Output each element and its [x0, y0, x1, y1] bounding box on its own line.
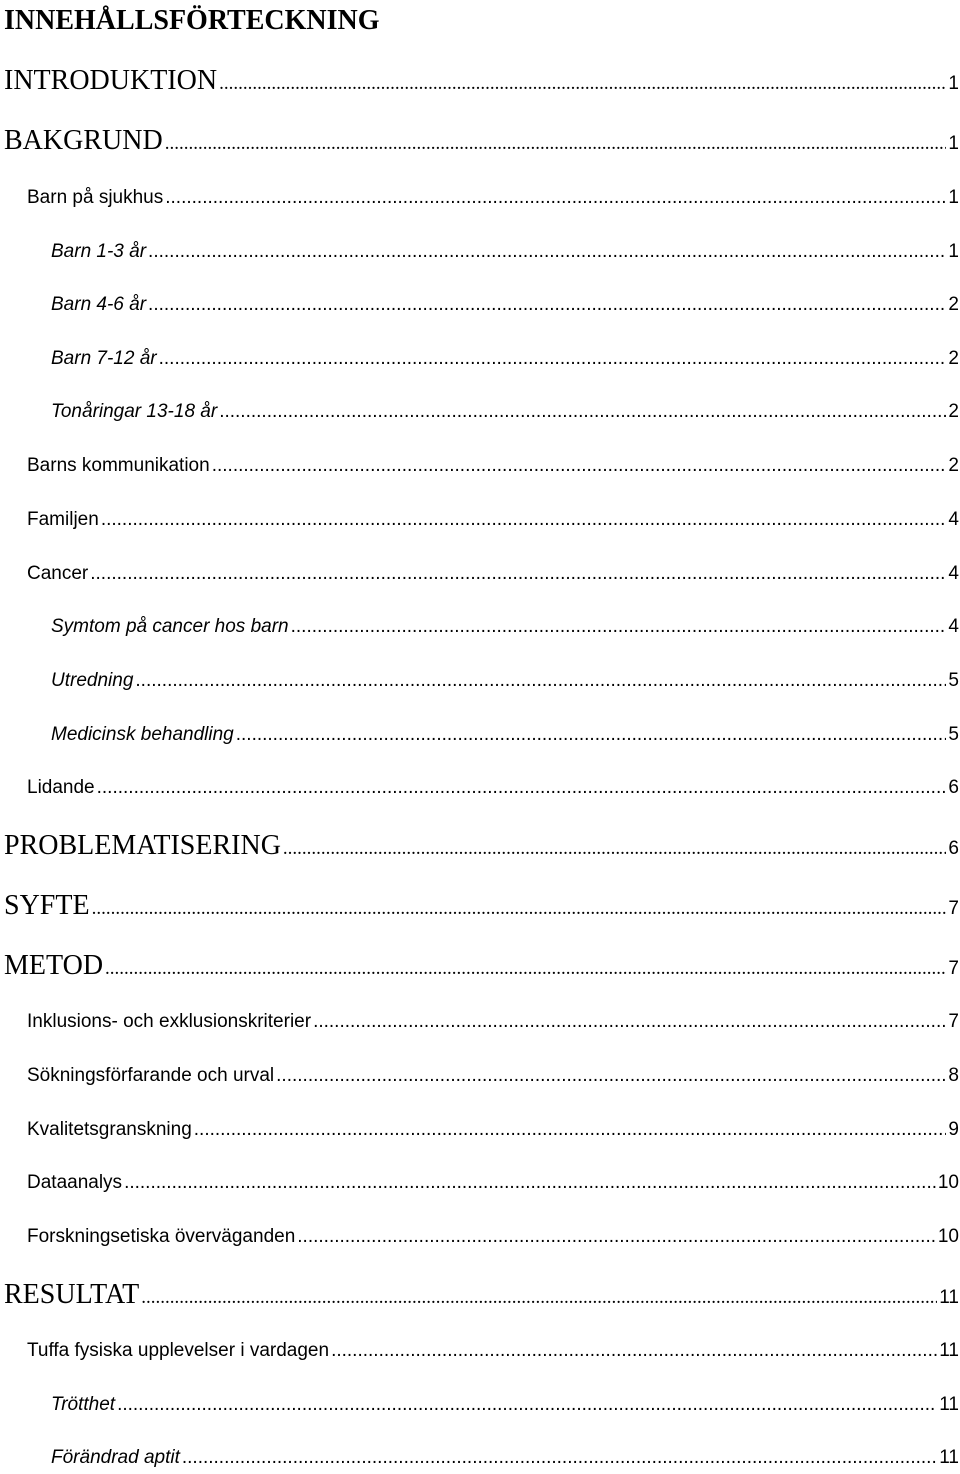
- toc-entry-text: Tuffa fysiska upplevelser i vardagen: [27, 1340, 330, 1361]
- toc-page-number: 4: [948, 509, 959, 530]
- toc-entry-text: INTRODUKTION: [4, 65, 218, 96]
- toc-page-number: 11: [939, 1394, 959, 1415]
- toc-entry-text: Utredning: [51, 670, 134, 691]
- toc-entry[interactable]: [27, 1063, 959, 1089]
- toc-leader-dots: [182, 1445, 937, 1471]
- page-title: INNEHÅLLSFÖRTECKNING: [4, 5, 380, 36]
- toc-leader-dots: [135, 668, 946, 694]
- toc-entry-text: Inklusions- och exklusionskriterier: [27, 1011, 312, 1032]
- toc-leader-dots: [124, 1170, 936, 1196]
- toc-entry-text: Barn 4-6 år: [51, 294, 147, 315]
- toc-leader-dots: [148, 239, 946, 265]
- toc-entry-text: Lidande: [27, 777, 95, 798]
- toc-leader-dots: [165, 185, 946, 211]
- toc-page-number: 1: [948, 133, 959, 154]
- toc-page-number: 9: [948, 1119, 959, 1140]
- toc-page-number: 7: [948, 898, 959, 919]
- toc-page-number: 2: [948, 455, 959, 476]
- toc-entry[interactable]: [27, 507, 959, 533]
- toc-entry[interactable]: [27, 185, 959, 211]
- toc-entry[interactable]: [51, 239, 959, 265]
- toc-leader-dots: [313, 1009, 946, 1035]
- toc-page-number: 6: [948, 838, 959, 859]
- toc-leader-dots: [276, 1063, 946, 1089]
- toc-entry-text: Tonåringar 13-18 år: [51, 401, 218, 422]
- toc-leader-dots: [97, 775, 947, 801]
- toc-entry[interactable]: [27, 1170, 959, 1196]
- toc-leader-dots: [141, 1281, 937, 1315]
- toc-page-number: 1: [948, 73, 959, 94]
- toc-entry[interactable]: [51, 292, 959, 318]
- toc-entry[interactable]: [4, 124, 959, 161]
- toc-entry-text: Forskningsetiska överväganden: [27, 1226, 296, 1247]
- toc-entry-text: METOD: [4, 950, 104, 981]
- toc-page-number: 4: [948, 563, 959, 584]
- toc-leader-dots: [159, 346, 947, 372]
- toc-page-number: 4: [948, 616, 959, 637]
- toc-entry[interactable]: [27, 561, 959, 587]
- toc-leader-dots: [165, 127, 947, 161]
- toc-leader-dots: [283, 832, 947, 866]
- toc-leader-dots: [331, 1338, 937, 1364]
- toc-entry[interactable]: [27, 775, 959, 801]
- toc-entry-text: Cancer: [27, 563, 89, 584]
- toc-entry[interactable]: [51, 1392, 959, 1418]
- toc-entry-text: Barns kommunikation: [27, 455, 210, 476]
- toc-entry-text: RESULTAT: [4, 1279, 140, 1310]
- toc-leader-dots: [291, 614, 947, 640]
- toc-page-number: 1: [948, 187, 959, 208]
- toc-entry[interactable]: [4, 64, 959, 101]
- toc-entry-text: SYFTE: [4, 890, 90, 921]
- toc-leader-dots: [117, 1392, 937, 1418]
- toc-entry[interactable]: [27, 1117, 959, 1143]
- toc-entry[interactable]: [27, 453, 959, 479]
- toc-page-number: 2: [948, 294, 959, 315]
- toc-entry[interactable]: [4, 829, 959, 866]
- toc-entry-text: Sökningsförfarande och urval: [27, 1065, 275, 1086]
- toc-leader-dots: [236, 722, 947, 748]
- toc-leader-dots: [212, 453, 947, 479]
- toc-entry-text: Barn på sjukhus: [27, 187, 164, 208]
- toc-page-number: 5: [948, 724, 959, 745]
- toc-entry[interactable]: [51, 1445, 959, 1471]
- toc-leader-dots: [90, 561, 946, 587]
- toc-entry-text: Medicinsk behandling: [51, 724, 234, 745]
- toc-entry[interactable]: [4, 949, 959, 986]
- toc-entry[interactable]: [51, 722, 959, 748]
- toc-page-number: 7: [948, 958, 959, 979]
- toc-leader-dots: [101, 507, 947, 533]
- toc-entry-text: Förändrad aptit: [51, 1447, 180, 1468]
- toc-page-number: 11: [939, 1340, 959, 1361]
- toc-entry-text: Barn 7-12 år: [51, 348, 157, 369]
- toc-entry[interactable]: [4, 889, 959, 926]
- toc-entry[interactable]: [51, 614, 959, 640]
- toc-page-number: 2: [948, 401, 959, 422]
- toc-page-number: 8: [948, 1065, 959, 1086]
- toc-entry-text: Symtom på cancer hos barn: [51, 616, 289, 637]
- toc-leader-dots: [219, 67, 946, 101]
- toc-entry-text: Kvalitetsgranskning: [27, 1119, 192, 1140]
- toc-page-number: 6: [948, 777, 959, 798]
- toc-entry-text: Trötthet: [51, 1394, 116, 1415]
- toc-leader-dots: [105, 952, 946, 986]
- toc-entry[interactable]: [51, 346, 959, 372]
- toc-entry[interactable]: [4, 1278, 959, 1315]
- toc-page-number: 1: [948, 241, 959, 262]
- toc-entry-text: Familjen: [27, 509, 99, 530]
- toc-page-number: 7: [948, 1011, 959, 1032]
- toc-page-number: 11: [939, 1447, 959, 1468]
- toc-page-number: 11: [939, 1287, 959, 1308]
- toc-entry-text: BAKGRUND: [4, 125, 163, 156]
- toc-entry-text: Dataanalys: [27, 1172, 123, 1193]
- toc-entry[interactable]: [51, 668, 959, 694]
- toc-page-number: 5: [948, 670, 959, 691]
- toc-entry-text: Barn 1-3 år: [51, 241, 147, 262]
- toc-page-number: 2: [948, 348, 959, 369]
- toc-leader-dots: [194, 1117, 947, 1143]
- toc-leader-dots: [92, 892, 947, 926]
- toc-entry[interactable]: [27, 1338, 959, 1364]
- toc-leader-dots: [297, 1224, 936, 1250]
- toc-page-number: 10: [937, 1226, 959, 1247]
- toc-leader-dots: [148, 292, 946, 318]
- toc-entry[interactable]: [51, 399, 959, 425]
- toc-entry[interactable]: [27, 1009, 959, 1035]
- toc-entry-text: PROBLEMATISERING: [4, 830, 281, 861]
- toc-page-number: 10: [937, 1172, 959, 1193]
- toc-leader-dots: [219, 399, 946, 425]
- toc-entry[interactable]: [27, 1224, 959, 1250]
